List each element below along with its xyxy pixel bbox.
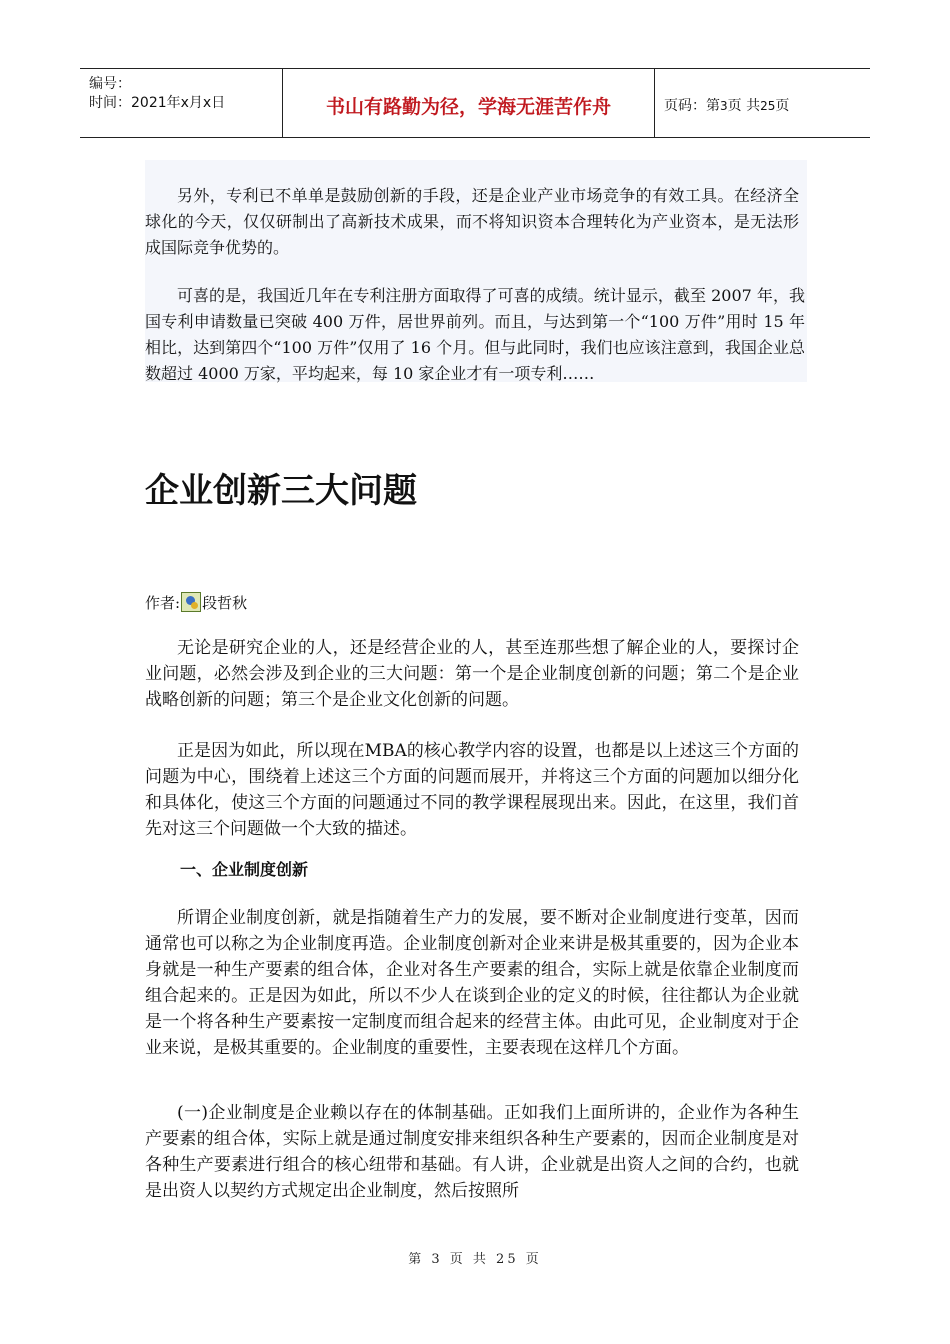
article-paragraph-3: 所谓企业制度创新，就是指随着生产力的发展，要不断对企业制度进行变革，因而通常也可以称之为企业制度再造。企业制度创新对企业来讲是极其重要的，因为企业本身就是一种生产要素的组合体，企业对各生产要素的组合，实际上就是依靠企业制度而组合起来的。正是因为如此，所以不少人在谈到企业的定义的时候，往往都认为企业就是一个将各种生产要素按一定制度而组合起来的经营主体。由此可见，企业制度对于企业来说，是极其重要的。企业制度的重要性，主要表现在这样几个方面。 <box>145 908 799 1058</box>
article-paragraph-4: (一)企业制度是企业赖以存在的体制基础。正如我们上面所讲的，企业作为各种生产要素的组合体，实际上就是通过制度安排来组织各种生产要素的，因而企业制度是对各种生产要素进行组合的核心纽带和基础。有人讲，企业就是出资人之间的合约，也就是出资人以契约方式规定出企业制度，然后按照所 <box>145 1103 799 1201</box>
article-title: 企业创新三大问题 <box>145 471 417 511</box>
article-paragraph-1: 无论是研究企业的人，还是经营企业的人，甚至连那些想了解企业的人，要探讨企业问题，必然会涉及到企业的三大问题：第一个是企业制度创新的问题；第二个是企业战略创新的问题；第三个是企业文化创新的问题。 <box>145 638 799 710</box>
author-label: 作者: <box>145 594 181 612</box>
header-page-number <box>664 95 789 115</box>
author-name: 段哲秋 <box>202 594 248 612</box>
page-footer: 第 3 页 共 25 页 <box>408 1252 542 1267</box>
page-suffix: 页 <box>775 98 790 114</box>
author-line <box>145 592 247 614</box>
header-page-cell <box>655 69 870 137</box>
header-info-cell <box>80 69 283 137</box>
section-heading-1: 一、企业制度创新 <box>180 860 309 879</box>
author-link-icon[interactable] <box>181 592 201 612</box>
intro-paragraph-1: 另外，专利已不单单是鼓励创新的手段，还是企业产业市场竞争的有效工具。在经济全球化的今天，仅仅研制出了高新技术成果，而不将知识资本合理转化为产业资本，是无法形成国际竞争优势的。 <box>145 186 799 257</box>
page-header <box>80 68 870 138</box>
article-paragraph-2: 正是因为如此，所以现在MBA的核心教学内容的设置，也都是以上述这三个方面的问题为中心，围绕着上述这三个方面的问题而展开，并将这三个方面的问题加以细分化和具体化，使这三个方面的问题通过不同的教学课程展现出来。因此，在这里，我们首先对这三个问题做一个大致的描述。 <box>145 741 799 839</box>
page-current: 3 <box>720 99 728 113</box>
document-number-label: 编号： <box>89 76 131 92</box>
page-mid: 页 共 <box>727 98 761 114</box>
page-total: 25 <box>760 99 776 113</box>
intro-paragraph-2: 可喜的是，我国近几年在专利注册方面取得了可喜的成绩。统计显示，截至 2007 年，我国专利申请数量已突破 400 万件，居世界前列。而且，与达到第一个“100 万件”用时 15 年相比，达到第四个“100 万件”仅用了 16 个月。但与此同时，我们也应该注意到，我国企业总数超过 4000 万家，平均起来，每 10 家企业才有一项专利…… <box>145 286 805 383</box>
header-motto: 书山有路勤为径，学海无涯苦作舟 <box>325 96 611 118</box>
document-time-label: 时间：2021年x月x日 <box>89 95 226 111</box>
page-prefix: 页码：第 <box>664 98 720 114</box>
header-motto-cell <box>283 69 655 137</box>
